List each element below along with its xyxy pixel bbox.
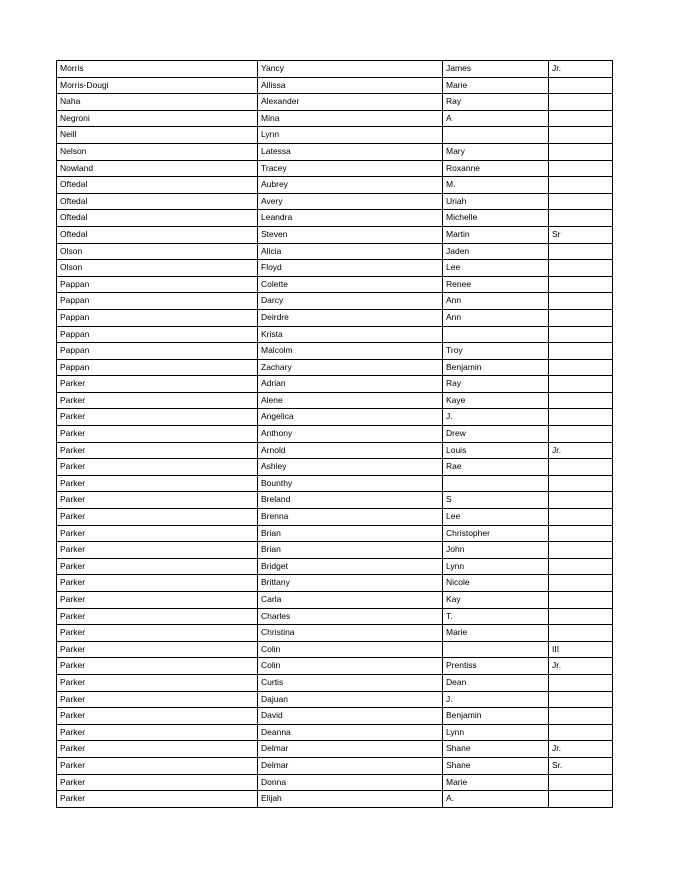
table-row: [57, 658, 613, 675]
suffix-cell: [549, 492, 613, 509]
middle-name-cell: John: [443, 542, 549, 559]
suffix-cell: [549, 243, 613, 260]
first-name-cell: Brittany: [258, 575, 443, 592]
table-row: [57, 791, 613, 808]
first-name-cell: Alene: [258, 392, 443, 409]
suffix-cell: [549, 509, 613, 526]
first-name-cell: David: [258, 708, 443, 725]
last-name-cell: Parker: [57, 641, 258, 658]
table-row: [57, 674, 613, 691]
middle-name-cell: Ann: [443, 309, 549, 326]
suffix-cell: [549, 309, 613, 326]
suffix-cell: [549, 791, 613, 808]
first-name-cell: Darcy: [258, 293, 443, 310]
suffix-cell: [549, 326, 613, 343]
first-name-cell: Carla: [258, 592, 443, 609]
table-row: [57, 409, 613, 426]
first-name-cell: Colette: [258, 276, 443, 293]
suffix-cell: [549, 127, 613, 144]
last-name-cell: Pappan: [57, 326, 258, 343]
last-name-cell: Negroni: [57, 110, 258, 127]
table-row: [57, 77, 613, 94]
middle-name-cell: Renee: [443, 276, 549, 293]
first-name-cell: Donna: [258, 774, 443, 791]
middle-name-cell: T.: [443, 608, 549, 625]
suffix-cell: [549, 724, 613, 741]
last-name-cell: Parker: [57, 674, 258, 691]
last-name-cell: Parker: [57, 509, 258, 526]
table-row: [57, 243, 613, 260]
last-name-cell: Parker: [57, 492, 258, 509]
suffix-cell: [549, 359, 613, 376]
first-name-cell: Alicia: [258, 243, 443, 260]
middle-name-cell: Ray: [443, 376, 549, 393]
suffix-cell: [549, 343, 613, 360]
suffix-cell: [549, 575, 613, 592]
table-row: [57, 426, 613, 443]
middle-name-cell: Lynn: [443, 558, 549, 575]
middle-name-cell: Lynn: [443, 724, 549, 741]
middle-name-cell: Kaye: [443, 392, 549, 409]
suffix-cell: [549, 77, 613, 94]
middle-name-cell: Rae: [443, 459, 549, 476]
suffix-cell: [549, 293, 613, 310]
last-name-cell: Parker: [57, 608, 258, 625]
table-row: [57, 475, 613, 492]
last-name-cell: Parker: [57, 426, 258, 443]
middle-name-cell: Drew: [443, 426, 549, 443]
suffix-cell: [549, 193, 613, 210]
first-name-cell: Lynn: [258, 127, 443, 144]
suffix-cell: [549, 708, 613, 725]
table-row: [57, 691, 613, 708]
middle-name-cell: [443, 475, 549, 492]
suffix-cell: Jr.: [549, 61, 613, 78]
first-name-cell: Brian: [258, 525, 443, 542]
table-row: [57, 143, 613, 160]
last-name-cell: Nowland: [57, 160, 258, 177]
table-row: [57, 757, 613, 774]
first-name-cell: Deirdre: [258, 309, 443, 326]
last-name-cell: Parker: [57, 691, 258, 708]
middle-name-cell: Marie: [443, 625, 549, 642]
last-name-cell: Parker: [57, 791, 258, 808]
table-row: [57, 392, 613, 409]
first-name-cell: Delmar: [258, 741, 443, 758]
last-name-cell: Parker: [57, 592, 258, 609]
table-row: [57, 160, 613, 177]
middle-name-cell: James: [443, 61, 549, 78]
first-name-cell: Curtis: [258, 674, 443, 691]
last-name-cell: Morris-Dougi: [57, 77, 258, 94]
table-row: [57, 774, 613, 791]
table-row: [57, 94, 613, 111]
table-row: [57, 625, 613, 642]
name-roster-table: [56, 60, 613, 808]
last-name-cell: Parker: [57, 392, 258, 409]
first-name-cell: Colin: [258, 658, 443, 675]
table-row: [57, 110, 613, 127]
first-name-cell: Colin: [258, 641, 443, 658]
table-row: [57, 359, 613, 376]
last-name-cell: Parker: [57, 658, 258, 675]
first-name-cell: Bridget: [258, 558, 443, 575]
last-name-cell: Parker: [57, 757, 258, 774]
first-name-cell: Steven: [258, 226, 443, 243]
last-name-cell: Pappan: [57, 309, 258, 326]
first-name-cell: Yancy: [258, 61, 443, 78]
middle-name-cell: A.: [443, 791, 549, 808]
suffix-cell: [549, 110, 613, 127]
first-name-cell: Floyd: [258, 260, 443, 277]
first-name-cell: Leandra: [258, 210, 443, 227]
table-row: [57, 376, 613, 393]
last-name-cell: Parker: [57, 774, 258, 791]
middle-name-cell: Kay: [443, 592, 549, 609]
first-name-cell: Dajuan: [258, 691, 443, 708]
first-name-cell: Latessa: [258, 143, 443, 160]
last-name-cell: Oftedal: [57, 226, 258, 243]
middle-name-cell: M.: [443, 177, 549, 194]
table-row: [57, 575, 613, 592]
suffix-cell: [549, 542, 613, 559]
first-name-cell: Deanna: [258, 724, 443, 741]
last-name-cell: Neill: [57, 127, 258, 144]
suffix-cell: Sr: [549, 226, 613, 243]
first-name-cell: Alexander: [258, 94, 443, 111]
middle-name-cell: Christopher: [443, 525, 549, 542]
table-row: [57, 525, 613, 542]
table-row: [57, 260, 613, 277]
table-row: [57, 177, 613, 194]
suffix-cell: III: [549, 641, 613, 658]
last-name-cell: Parker: [57, 575, 258, 592]
table-row: [57, 641, 613, 658]
table-row: [57, 708, 613, 725]
first-name-cell: Brian: [258, 542, 443, 559]
middle-name-cell: Ann: [443, 293, 549, 310]
middle-name-cell: Marie: [443, 77, 549, 94]
middle-name-cell: Martin: [443, 226, 549, 243]
first-name-cell: Elijah: [258, 791, 443, 808]
middle-name-cell: Uriah: [443, 193, 549, 210]
table-row: [57, 509, 613, 526]
table-row: [57, 210, 613, 227]
first-name-cell: Mina: [258, 110, 443, 127]
last-name-cell: Oftedal: [57, 193, 258, 210]
suffix-cell: [549, 674, 613, 691]
suffix-cell: Jr.: [549, 442, 613, 459]
middle-name-cell: Jaden: [443, 243, 549, 260]
suffix-cell: [549, 774, 613, 791]
table-row: [57, 558, 613, 575]
suffix-cell: [549, 94, 613, 111]
suffix-cell: [549, 608, 613, 625]
suffix-cell: [549, 160, 613, 177]
middle-name-cell: Benjamin: [443, 359, 549, 376]
table-row: [57, 226, 613, 243]
last-name-cell: Pappan: [57, 293, 258, 310]
last-name-cell: Parker: [57, 708, 258, 725]
last-name-cell: Olson: [57, 260, 258, 277]
last-name-cell: Morris: [57, 61, 258, 78]
last-name-cell: Parker: [57, 558, 258, 575]
middle-name-cell: Benjamin: [443, 708, 549, 725]
last-name-cell: Parker: [57, 625, 258, 642]
suffix-cell: [549, 592, 613, 609]
suffix-cell: [549, 475, 613, 492]
first-name-cell: Avery: [258, 193, 443, 210]
suffix-cell: Sr.: [549, 757, 613, 774]
last-name-cell: Parker: [57, 475, 258, 492]
table-row: [57, 459, 613, 476]
first-name-cell: Adrian: [258, 376, 443, 393]
first-name-cell: Breland: [258, 492, 443, 509]
last-name-cell: Naha: [57, 94, 258, 111]
suffix-cell: [549, 392, 613, 409]
middle-name-cell: J.: [443, 409, 549, 426]
last-name-cell: Pappan: [57, 276, 258, 293]
middle-name-cell: A: [443, 110, 549, 127]
first-name-cell: Bounthy: [258, 475, 443, 492]
table-row: [57, 492, 613, 509]
table-row: [57, 61, 613, 78]
suffix-cell: [549, 177, 613, 194]
last-name-cell: Parker: [57, 409, 258, 426]
suffix-cell: [549, 525, 613, 542]
middle-name-cell: Prentiss: [443, 658, 549, 675]
last-name-cell: Parker: [57, 459, 258, 476]
table-row: [57, 193, 613, 210]
middle-name-cell: Shane: [443, 741, 549, 758]
suffix-cell: [549, 376, 613, 393]
suffix-cell: [549, 143, 613, 160]
middle-name-cell: Lee: [443, 509, 549, 526]
table-row: [57, 326, 613, 343]
middle-name-cell: Louis: [443, 442, 549, 459]
suffix-cell: [549, 691, 613, 708]
middle-name-cell: Nicole: [443, 575, 549, 592]
last-name-cell: Pappan: [57, 343, 258, 360]
middle-name-cell: J.: [443, 691, 549, 708]
last-name-cell: Parker: [57, 741, 258, 758]
first-name-cell: Aubrey: [258, 177, 443, 194]
middle-name-cell: [443, 127, 549, 144]
last-name-cell: Parker: [57, 442, 258, 459]
first-name-cell: Anthony: [258, 426, 443, 443]
suffix-cell: [549, 459, 613, 476]
first-name-cell: Delmar: [258, 757, 443, 774]
suffix-cell: [549, 210, 613, 227]
middle-name-cell: Mary: [443, 143, 549, 160]
middle-name-cell: Dean: [443, 674, 549, 691]
suffix-cell: [549, 625, 613, 642]
table-row: [57, 592, 613, 609]
last-name-cell: Parker: [57, 724, 258, 741]
middle-name-cell: Roxanne: [443, 160, 549, 177]
suffix-cell: [549, 276, 613, 293]
middle-name-cell: Troy: [443, 343, 549, 360]
last-name-cell: Oftedal: [57, 210, 258, 227]
first-name-cell: Charles: [258, 608, 443, 625]
suffix-cell: [549, 426, 613, 443]
middle-name-cell: [443, 641, 549, 658]
suffix-cell: Jr.: [549, 658, 613, 675]
table-row: [57, 309, 613, 326]
middle-name-cell: S: [443, 492, 549, 509]
table-row: [57, 724, 613, 741]
first-name-cell: Tracey: [258, 160, 443, 177]
first-name-cell: Allissa: [258, 77, 443, 94]
last-name-cell: Parker: [57, 542, 258, 559]
last-name-cell: Pappan: [57, 359, 258, 376]
last-name-cell: Nelson: [57, 143, 258, 160]
suffix-cell: [549, 558, 613, 575]
first-name-cell: Christina: [258, 625, 443, 642]
roster-table-body: [57, 61, 613, 808]
middle-name-cell: Michelle: [443, 210, 549, 227]
middle-name-cell: [443, 326, 549, 343]
first-name-cell: Malcolm: [258, 343, 443, 360]
first-name-cell: Zachary: [258, 359, 443, 376]
suffix-cell: [549, 260, 613, 277]
table-row: [57, 343, 613, 360]
middle-name-cell: Lee: [443, 260, 549, 277]
table-row: [57, 442, 613, 459]
table-row: [57, 741, 613, 758]
table-row: [57, 542, 613, 559]
first-name-cell: Ashley: [258, 459, 443, 476]
last-name-cell: Parker: [57, 376, 258, 393]
table-row: [57, 127, 613, 144]
last-name-cell: Oftedal: [57, 177, 258, 194]
first-name-cell: Krista: [258, 326, 443, 343]
last-name-cell: Parker: [57, 525, 258, 542]
first-name-cell: Angelica: [258, 409, 443, 426]
middle-name-cell: Marie: [443, 774, 549, 791]
suffix-cell: [549, 409, 613, 426]
table-row: [57, 608, 613, 625]
last-name-cell: Olson: [57, 243, 258, 260]
first-name-cell: Brenna: [258, 509, 443, 526]
table-row: [57, 276, 613, 293]
middle-name-cell: Shane: [443, 757, 549, 774]
table-row: [57, 293, 613, 310]
middle-name-cell: Ray: [443, 94, 549, 111]
suffix-cell: Jr.: [549, 741, 613, 758]
first-name-cell: Arnold: [258, 442, 443, 459]
